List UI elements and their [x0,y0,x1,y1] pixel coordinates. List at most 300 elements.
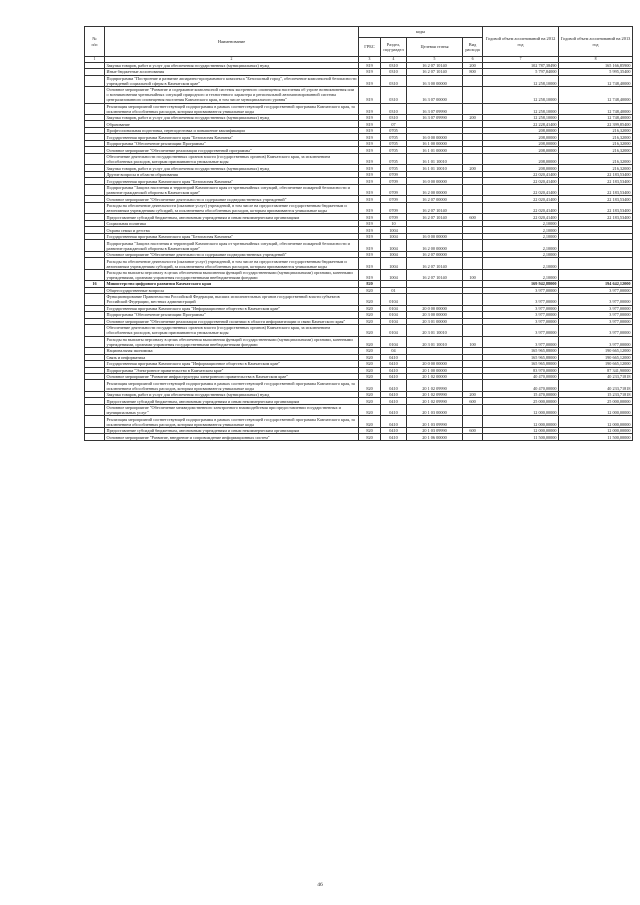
row-grbs: 820 [359,354,381,360]
row-amount-2013: 216,32000 [559,153,633,164]
row-amount-2012: 3 977,00000 [483,305,559,311]
row-target: 16 2 00 00000 [407,184,463,195]
row-amount-2013: 3 977,00000 [559,305,633,311]
row-name: Государственная программа Камчатского края "Информационное общество в Камчатском крае" [105,361,359,367]
row-grbs: 819 [359,178,381,184]
row-name: Основное мероприятие "Развитие, внедрение и сопровождение информационных систем" [105,434,359,440]
header-2012: Годовой объем ассигнований на 2012 год [483,27,559,57]
row-number [85,103,105,114]
row-expense [463,380,483,391]
row-amount-2012: 3 977,00000 [483,287,559,293]
row-amount-2012: 12 000,00000 [483,416,559,427]
row-amount-2013: 12 000,00000 [559,416,633,427]
row-grbs: 820 [359,427,381,433]
row-section: 10 [381,220,407,226]
row-section: 0410 [381,434,407,440]
row-target: 16 2 07 10140 [407,258,463,269]
row-grbs: 820 [359,294,381,305]
row-section: 0705 [381,134,407,140]
row-expense: 800 [463,69,483,75]
row-target: 16 2 07 10140 [407,214,463,220]
row-amount-2013: 216,32000 [559,140,633,146]
column-index-cell: 7 [483,57,559,63]
row-target: 16 2 07 10140 [407,269,463,280]
row-amount-2012: 12 258,10000 [483,87,559,103]
row-target: 20 1 00 00000 [407,367,463,373]
row-section: 0410 [381,354,407,360]
row-number [85,294,105,305]
row-name: Министерство цифрового развития Камчатского края [105,281,359,287]
row-name: Расходы на выплаты персоналу в целях обеспечения выполнения функций государственными (муниципальными) органами, казенными учреждениями, органами управления государственными внебюджетными фондами [105,269,359,280]
row-amount-2012: 40 470,00000 [483,373,559,379]
row-section: 0410 [381,380,407,391]
row-amount-2012: 12 258,10000 [483,75,559,86]
row-amount-2013: 22 183,53400 [559,196,633,202]
row-grbs: 819 [359,134,381,140]
row-name: Подпрограмма "Построение и развитие аппаратно-программного комплекса "Безопасный город", обеспечение комплексной безопасности учреждений социальной сферы в Камчатском крае" [106,75,357,86]
row-section: 0104 [381,305,407,311]
table-row [85,294,633,305]
row-expense [463,404,483,415]
row-amount-2012: 2,10000 [483,258,559,269]
row-expense [463,294,483,305]
row-name: Государственная программа Камчатского края "Безопасная Камчатка" [105,134,359,140]
row-target: 20 3 01 10010 [407,336,463,347]
row-grbs: 819 [359,269,381,280]
row-amount-2012: 12 000,00000 [483,404,559,415]
table-row [85,325,633,336]
row-expense: 200 [463,391,483,397]
row-number [85,87,105,103]
row-section: 0705 [381,153,407,164]
row-amount-2012: 2,10000 [483,269,559,280]
row-number [85,75,105,86]
row-section: 0410 [381,416,407,427]
row-amount-2013: 12 000,00000 [559,404,633,415]
row-name: Реализация мероприятий соответствующей подпрограммы в рамках соответствующей государственной программы Камчатского края, за исключением обособленных расходов, которым присваиваются уникальные коды [105,416,359,427]
row-name: Государственная программа Камчатского края "Безопасная Камчатка" [105,178,359,184]
row-section: 0310 [381,69,407,75]
row-amount-2013: 22 183,53400 [559,202,633,213]
row-amount-2013: 165 166,85900 [559,62,633,68]
row-grbs: 819 [359,147,381,153]
row-section: 0709 [381,184,407,195]
row-grbs: 819 [359,69,381,75]
row-name: Закупка товаров, работ и услуг для обеспечения государственных (муниципальных) нужд [105,165,359,171]
table-row [85,87,633,103]
row-amount-2013: 194 642,12000 [559,281,633,287]
header-name: Наименование [105,27,359,57]
row-number [85,404,105,415]
header-2013: Годовой объем ассигнований на 2013 год [559,27,633,57]
header-grbs: ГРБС [359,38,381,57]
row-target: 16 3 07 09990 [407,103,463,114]
column-index-cell: 2 [105,57,359,63]
table-body [85,62,633,440]
row-grbs: 819 [359,240,381,251]
table-row [85,103,633,114]
row-grbs: 820 [359,348,381,354]
row-amount-2012: 12 000,00000 [483,427,559,433]
row-grbs: 819 [359,251,381,257]
column-index-cell: 3 [359,57,381,63]
row-amount-2012: 208,00000 [483,134,559,140]
row-amount-2013: 3 977,00000 [559,312,633,318]
row-amount-2013: 3 977,00000 [559,318,633,324]
row-expense: 100 [463,336,483,347]
row-section: 0410 [381,427,407,433]
row-amount-2013: 22 183,53400 [559,214,633,220]
row-amount-2012: 3 977,00000 [483,318,559,324]
row-amount-2012: 2,10000 [483,220,559,226]
row-name: Закупка товаров, работ и услуг для обеспечения государственных (муниципальных) нужд [105,62,359,68]
row-section: 0705 [381,147,407,153]
row-amount-2012: 12 258,10000 [483,103,559,114]
row-target: 20 1 03 09990 [407,416,463,427]
row-name: Расходы на обеспечение деятельности (оказание услуг) учреждений, в том числе на предоставление государственным бюджетным и автономным учреждениям субсидий, за исключением обособленных расходов, которым присваиваются уникальные коды [105,258,359,269]
row-target: 16 2 07 00000 [407,196,463,202]
row-amount-2013: 12 000,00000 [559,427,633,433]
row-amount-2012: 169 942,88000 [483,281,559,287]
row-grbs: 820 [359,281,381,287]
row-expense: 200 [463,62,483,68]
row-name: Обеспечение деятельности государственных органов власти (государственных органов) Камчатского края, за исключением обособленных расходов, которым присваиваются уникальные коды [105,325,359,336]
row-section: 0310 [381,87,407,103]
row-target: 20 3 00 00000 [407,312,463,318]
row-amount-2012: 25 000,00000 [483,398,559,404]
row-name: Основное мероприятие "Обеспечение деятельности и содержание подведомственных учреждений" [105,196,359,202]
row-grbs: 819 [359,233,381,239]
row-grbs: 820 [359,361,381,367]
row-grbs: 820 [359,367,381,373]
column-index-cell: 6 [463,57,483,63]
row-grbs: 820 [359,434,381,440]
row-name: Общегосударственные вопросы [105,287,359,293]
row-section: 0104 [381,325,407,336]
row-amount-2012: 3 977,00000 [483,325,559,336]
row-target: 16 0 00 00000 [407,134,463,140]
row-name: Основное мероприятие "Развитие и содержание комплексной системы экстренного оповещения населения об угрозе возникновения или о возникновении чрезвычайных ситуаций природного и техногенного характера и региональной автоматизированной системы централизованного оповещения населения Камчатского края, в том числе муниципального уровня" [105,87,359,103]
row-section: 0104 [381,312,407,318]
row-name: Профессиональная подготовка, переподготовка и повышение квалификации [105,127,359,133]
row-name: Подпрограмма "Защита населения и территорий Камчатского края от чрезвычайных ситуаций, обеспечение пожарной безопасности и развитие гражданской обороны в Камчатском крае" [105,240,359,251]
row-number [85,258,105,269]
row-target: 20 1 02 09990 [407,391,463,397]
row-name: Подпрограмма "Обеспечение реализации Программы" [105,140,359,146]
row-amount-2013: 216,32000 [559,127,633,133]
row-section: 0705 [381,140,407,146]
row-name: Социальная политика [105,220,359,226]
row-number [85,336,105,347]
row-grbs: 819 [359,165,381,171]
row-section: 01 [381,287,407,293]
row-target: 16 0 00 00000 [407,233,463,239]
row-number [85,325,105,336]
row-amount-2013: 11 500,00000 [559,434,633,440]
row-amount-2012: 22 020,41400 [483,178,559,184]
row-name: Основное мероприятие "Развитие инфраструктуры электронного правительства в Камчатском крае" [105,373,359,379]
row-target: 20 1 03 09990 [407,427,463,433]
row-section: 0410 [381,398,407,404]
row-section: 0310 [381,115,407,121]
row-grbs: 819 [359,258,381,269]
row-amount-2013 [559,240,633,251]
row-name: Национальная экономика [105,348,359,354]
row-section: 04 [381,348,407,354]
row-grbs: 820 [359,325,381,336]
row-amount-2013: 22 399,85400 [559,121,633,127]
column-index-cell: 8 [559,57,633,63]
row-amount-2013 [559,269,633,280]
row-name: Основное мероприятие "Обеспечение межведомственного электронного взаимодействия при предоставлении государственных и муниципальных услуг" [105,404,359,415]
table-row [85,416,633,427]
row-section: 0310 [381,103,407,114]
header-target: Целевая статья [407,38,463,57]
row-number [85,184,105,195]
row-number [85,416,105,427]
row-section: 0410 [381,391,407,397]
row-target: 20 1 06 00000 [407,434,463,440]
row-amount-2013: 12 748,40000 [559,75,633,86]
row-amount-2013: 190 665,12000 [559,348,633,354]
row-number [85,380,105,391]
table-row [85,336,633,347]
row-target: 16 1 01 10010 [407,153,463,164]
row-amount-2013: 40 233,71818 [559,380,633,391]
row-amount-2012: 3 977,00000 [483,336,559,347]
row-expense: 200 [463,165,483,171]
row-amount-2012: 2,10000 [483,227,559,233]
row-section: 0104 [381,294,407,305]
row-amount-2013 [559,258,633,269]
row-name: Образование [105,121,359,127]
row-grbs: 819 [359,75,381,86]
table-row [85,202,633,213]
row-amount-2012: 22 020,41400 [483,171,559,177]
row-amount-2013: 5 995,35400 [559,69,633,75]
row-amount-2012: 40 470,00000 [483,380,559,391]
row-grbs: 819 [359,184,381,195]
row-name: Закупка товаров, работ и услуг для обеспечения государственных (муниципальных) нужд [105,391,359,397]
row-target: 16 0 00 00000 [407,178,463,184]
row-grbs: 819 [359,214,381,220]
row-amount-2012: 165 965,88000 [483,348,559,354]
row-expense: 600 [463,398,483,404]
row-amount-2013: 25 000,00000 [559,398,633,404]
row-expense: 600 [463,214,483,220]
row-grbs: 819 [359,140,381,146]
row-name: Предоставление субсидий бюджетным, автономным учреждениям и иным некоммерческим организациям [105,214,359,220]
row-section: 0709 [381,196,407,202]
row-expense [463,416,483,427]
row-grbs: 819 [359,121,381,127]
row-amount-2013: 3 977,00000 [559,294,633,305]
row-amount-2012: 22 020,41400 [483,184,559,195]
row-name: Реализация мероприятий соответствующей подпрограммы в рамках соответствующей государственной программы Камчатского края, за исключением обособленных расходов, которым присваиваются уникальные коды [105,380,359,391]
row-amount-2013: 3 977,00000 [559,287,633,293]
row-amount-2012: 83 970,00000 [483,367,559,373]
table-row [85,258,633,269]
row-amount-2013: 3 977,00000 [559,325,633,336]
row-name: Основное мероприятие "Обеспечение реализации государственной политики в области информатизации и связи Камчатского края" [105,318,359,324]
row-amount-2013: 22 183,53400 [559,184,633,195]
row-expense [463,184,483,195]
row-amount-2012: 22 020,41400 [483,202,559,213]
row-number [85,153,105,164]
header-number: № п/п [85,27,105,57]
row-target: 20 1 02 00000 [407,373,463,379]
row-name: Расходы на обеспечение деятельности (оказание услуг) учреждений, в том числе на предоставление государственным бюджетным и автономным учреждениям субсидий, за исключением обособленных расходов, которым присваиваются уникальные коды [105,202,359,213]
row-target: 16 2 00 00000 [407,240,463,251]
row-expense: 100 [463,269,483,280]
row-grbs: 819 [359,87,381,103]
row-target: 16 2 07 00000 [407,251,463,257]
row-section: 0709 [381,171,407,177]
row-amount-2012: 11 500,00000 [483,434,559,440]
row-name: Подпрограмма "Защита населения и территорий Камчатского края от чрезвычайных ситуаций, обеспечение пожарной безопасности и развитие гражданской обороны в Камчатском крае" [105,184,359,195]
row-name: Закупка товаров, работ и услуг для обеспечения государственных (муниципальных) нужд [105,115,359,121]
row-amount-2012: 12 258,10000 [483,115,559,121]
row-number: 16 [85,281,105,287]
row-target: 16 3 07 09990 [407,115,463,121]
row-grbs: 820 [359,404,381,415]
row-name: Связь и информатика [105,354,359,360]
row-section: 0104 [381,336,407,347]
row-name: Реализация мероприятий соответствующей подпрограммы в рамках соответствующей государственной программы Камчатского края, за исключением обособленных расходов, которым присваиваются уникальные коды [105,103,359,114]
row-name: Функционирование Правительства Российской Федерации, высших исполнительных органов государственной власти субъектов Российской Федерации, местных администраций [105,294,359,305]
row-name: Государственная программа Камчатского края "Информационное общество в Камчатском крае" [105,305,359,311]
budget-document [84,26,632,441]
row-section: 1004 [381,233,407,239]
row-section: 0709 [381,202,407,213]
row-amount-2013: 12 748,40000 [559,115,633,121]
row-amount-2013: 22 183,53400 [559,178,633,184]
row-amount-2013: 15 233,71818 [559,391,633,397]
row-amount-2012: 102 787,38490 [483,62,559,68]
row-number [85,269,105,280]
row-amount-2012: 2,10000 [483,251,559,257]
row-grbs: 820 [359,336,381,347]
row-grbs: 820 [359,305,381,311]
row-target: 20 1 03 00000 [407,404,463,415]
row-amount-2013: 3 977,00000 [559,336,633,347]
row-name: Государственная программа Камчатского края "Безопасная Камчатка" [105,233,359,239]
row-amount-2012: 2,10000 [483,233,559,239]
row-name: Расходы на выплаты персоналу в целях обеспечения выполнения функций государственными (муниципальными) органами, казенными учреждениями, органами управления государственными внебюджетными фондами [105,336,359,347]
row-amount-2013: 190 665,12000 [559,354,633,360]
row-amount-2013: 40 233,71818 [559,373,633,379]
row-amount-2012: 3 977,00000 [483,312,559,318]
row-section: 1004 [381,269,407,280]
row-amount-2013: 22 183,53400 [559,171,633,177]
row-grbs: 820 [359,373,381,379]
row-section: 0410 [381,367,407,373]
row-target: 16 1 00 00000 [407,140,463,146]
row-grbs: 819 [359,220,381,226]
row-name: Другие вопросы в области образования [105,171,359,177]
row-target: 16 1 01 00000 [407,147,463,153]
row-target: 16 1 01 10010 [407,165,463,171]
table-row [85,404,633,415]
row-amount-2012: 165 965,88000 [483,361,559,367]
row-amount-2012: 5 797,84000 [483,69,559,75]
table-row [85,184,633,195]
row-amount-2013: 216,32000 [559,134,633,140]
table-row [85,269,633,280]
row-grbs: 819 [359,202,381,213]
row-target: 20 0 00 00000 [407,305,463,311]
row-target: 16 2 07 10140 [407,69,463,75]
row-section: 0705 [381,127,407,133]
table-row [85,240,633,251]
row-amount-2013: 12 748,40000 [559,87,633,103]
header-section: Раздел, под-раздел [381,38,407,57]
row-section: 0709 [381,214,407,220]
table-row [85,434,633,440]
row-target: 20 1 02 09990 [407,398,463,404]
row-target: 20 0 00 00000 [407,361,463,367]
row-grbs: 820 [359,287,381,293]
page-number: 46 [317,882,323,888]
row-target: 16 2 07 10140 [407,62,463,68]
row-expense [463,258,483,269]
row-expense [463,202,483,213]
row-amount-2013: 87 341,90000 [559,367,633,373]
row-grbs: 820 [359,391,381,397]
table-row [85,153,633,164]
row-section: 0705 [381,165,407,171]
row-amount-2013: 12 748,40000 [559,103,633,114]
row-target: 16 3 00 00000 [407,75,463,86]
row-expense [463,75,483,86]
row-amount-2013: 216,32000 [559,147,633,153]
row-target: 16 2 07 10140 [407,202,463,213]
row-name: Иные бюджетные ассигнования [105,69,359,75]
row-grbs: 820 [359,312,381,318]
row-name: Предоставление субсидий бюджетным, автономным учреждениям и иным некоммерческим организациям [105,427,359,433]
row-expense [463,325,483,336]
row-amount-2013: 216,32000 [559,165,633,171]
row-amount-2012: 15 470,00000 [483,391,559,397]
header-expense: Вид расхода [463,38,483,57]
row-target: 20 3 01 00000 [407,318,463,324]
row-amount-2012: 22 020,41400 [483,196,559,202]
row-section: 1004 [381,258,407,269]
row-amount-2012: 3 977,00000 [483,294,559,305]
row-amount-2012: 208,00000 [483,147,559,153]
row-expense: 600 [463,427,483,433]
row-section: 0104 [381,318,407,324]
row-section: 07 [381,121,407,127]
row-grbs: 820 [359,380,381,391]
column-index-cell: 4 [381,57,407,63]
row-amount-2012: 208,00000 [483,140,559,146]
row-amount-2012: 165 965,88000 [483,354,559,360]
row-name: Предоставление субсидий бюджетным, автономным учреждениям и иным некоммерческим организациям [105,398,359,404]
row-amount-2012: 2,10000 [483,240,559,251]
row-section: 0410 [381,361,407,367]
row-amount-2012: 208,00000 [483,127,559,133]
row-grbs: 820 [359,416,381,427]
row-section: 0310 [381,62,407,68]
row-name: Основное мероприятие "Обеспечение деятельности и содержание подведомственных учреждений" [105,251,359,257]
row-section: 1004 [381,240,407,251]
row-grbs: 819 [359,153,381,164]
column-index-cell: 5 [407,57,463,63]
row-grbs: 820 [359,318,381,324]
row-amount-2012: 22 020,41400 [483,214,559,220]
row-section: 1004 [381,251,407,257]
